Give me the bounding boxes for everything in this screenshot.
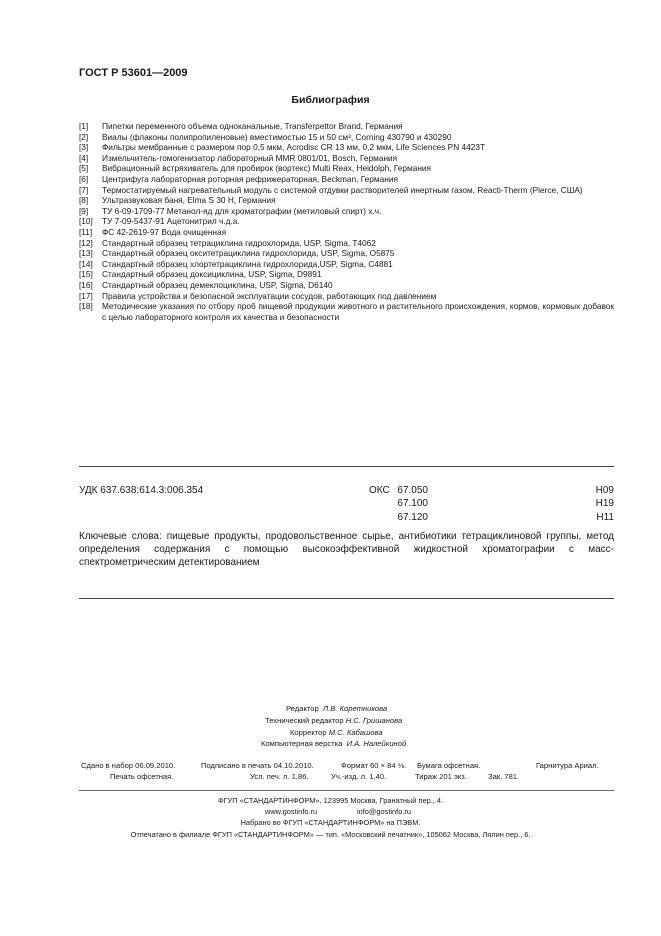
- ref-text: Методические указания по отбору проб пищевой продукции животного и растительного происхождения, кормов, кормовых добавок с целью лабораторного контроля их качества и безопасности: [102, 301, 614, 322]
- list-item: [79, 259, 614, 270]
- ref-text: Фильтры мембранные с размером пор 0,5 мкм, Acrodisc CR 13 мм, 0,2 мкм, Life Sciences PN 4423T: [102, 142, 486, 153]
- ref-number: [3]: [79, 142, 89, 153]
- standard-code: ГОСТ Р 53601—2009: [79, 67, 188, 79]
- ref-number: [1]: [79, 121, 89, 131]
- layout-label: Компьютерная верстка: [261, 739, 343, 748]
- printed-sheets: Усл. печ. л. 1,86.: [250, 772, 309, 781]
- oks-label: ОКС: [369, 485, 390, 496]
- list-item: [79, 195, 614, 206]
- classifier-code: H09: [595, 485, 614, 496]
- paper-format: Формат 60 × 84 ⅛.: [341, 761, 407, 770]
- editor-label: Редактор: [286, 704, 319, 713]
- list-item: [79, 227, 614, 238]
- ref-number: [7]: [79, 184, 89, 195]
- corrector-name: М.С. Кабашова: [328, 728, 383, 737]
- list-item: [79, 269, 614, 280]
- ref-text: Центрифуга лабораторная роторная рефрижераторная, Beckman, Германия: [102, 173, 398, 184]
- ref-number: [17]: [79, 290, 93, 301]
- publisher-address: ФГУП «СТАНДАРТИНФОРМ», 123995 Москва, Гранатный пер., 4.: [217, 796, 444, 805]
- print-run: Тираж 201 экз.: [415, 772, 467, 781]
- divider: [79, 790, 614, 791]
- oks-code: 67.050: [397, 485, 428, 496]
- ref-number: [5]: [79, 163, 89, 174]
- classifier-code: H11: [596, 512, 614, 523]
- ref-number: [18]: [79, 301, 93, 312]
- ref-number: [6]: [79, 173, 89, 184]
- ref-text: Стандартный образец доксициклина, USP, Sigma, D9891: [102, 269, 322, 280]
- list-item: [79, 280, 614, 291]
- bibliography-list: [79, 121, 614, 322]
- editor-line: [286, 704, 387, 713]
- publisher-sheets: Уч.-изд. л. 1,40.: [331, 772, 387, 781]
- keywords: Ключевые слова: пищевые продукты, продовольственное сырье, антибиотики тетрациклиновой группы, метод определения содержания с помощью высокоэффективной жидкостной хроматографии с масс-спектрометрическим детектированием: [79, 531, 614, 568]
- udk-code: УДК 637.638:614.3:006.354: [79, 485, 204, 496]
- print-type: Печать офсетная.: [110, 772, 174, 781]
- list-item: [79, 206, 614, 217]
- corrector-label: Корректор: [290, 728, 327, 737]
- ref-text: ФС 42-2619-97 Вода очищенная: [102, 226, 227, 237]
- list-item: [79, 132, 614, 143]
- ref-number: [12]: [79, 237, 93, 248]
- ref-text: Правила устройства и безопасной эксплуатации сосудов, работающих под давлением: [102, 290, 437, 301]
- bibliography-title: Библиография: [291, 94, 370, 106]
- tech-editor-line: [265, 716, 402, 725]
- order-number: Зак. 781.: [488, 772, 520, 781]
- ref-text: Стандартный образец демеклоциклина, USP, Sigma, D6140: [102, 279, 333, 290]
- ref-number: [2]: [79, 131, 89, 142]
- ref-number: [14]: [79, 258, 93, 269]
- list-item: [79, 238, 614, 249]
- oks-code: 67.100: [397, 498, 428, 509]
- list-item: [79, 163, 614, 174]
- signed-date: Подписано в печать 04.10.2010.: [201, 761, 314, 770]
- submitted-date: Сдано в набор 06.09.2010.: [81, 761, 176, 770]
- ref-text: Стандартный образец хлортетрациклина гидрохлорида,USP, Sigma, C4881: [102, 258, 393, 269]
- list-item: [79, 301, 614, 322]
- ref-text: Виалы (флаконы полипропиленовые) вместимостью 15 и 50 см³, Corning 430790 и 430290: [102, 131, 452, 142]
- ref-text: ТУ 7-09-5437-91 Ацетонитрил ч.д.а.: [102, 216, 240, 227]
- ref-text: Пипетки переменного объема одноканальные, Transferpettor Brand, Германия: [102, 121, 403, 131]
- ref-number: [15]: [79, 269, 93, 280]
- printed-at: Отпечатано в филиале ФГУП «СТАНДАРТИНФОРМ» — тип. «Московский печатник», 105062 Москва, Лялин пер., 6.: [130, 830, 531, 839]
- oks-code: 67.120: [397, 512, 428, 523]
- ref-text: Вибрационный встряхиватель для пробирок (вортекс) Multi Reax, Heidolph, Германия: [102, 163, 432, 174]
- list-item: [79, 174, 614, 185]
- ref-text: Стандартный образец тетрациклина гидрохлорида, USP, Sigma, T4062: [102, 237, 376, 248]
- font-info: Гарнитура Ариал.: [536, 761, 599, 770]
- list-item: [79, 216, 614, 227]
- typeset-info: Набрано во ФГУП «СТАНДАРТИНФОРМ» на ПЭВМ.: [240, 818, 421, 827]
- ref-text: Термостатируемый нагревательный модуль с системой отдувки растворителей инертным газом, Reacti-Therm (Pierce, США): [102, 184, 583, 195]
- ref-number: [8]: [79, 195, 89, 206]
- list-item: [79, 153, 614, 164]
- ref-text: Ультразвуковая баня, Elma S 30 H, Германия: [102, 195, 276, 206]
- divider: [79, 598, 614, 599]
- editor-name: Л.В. Коретникова: [322, 704, 388, 713]
- ref-number: [10]: [79, 216, 93, 227]
- list-item: [79, 142, 614, 153]
- ref-text: ТУ 6-09-1709-77 Метанол-яд для хроматографии (метиловый спирт) х.ч.: [102, 205, 382, 216]
- ref-number: [16]: [79, 279, 93, 290]
- ref-number: [4]: [79, 152, 89, 163]
- ref-number: [11]: [79, 226, 93, 237]
- list-item: [79, 291, 614, 302]
- ref-text: Стандартный образец окситетрациклина гидрохлорида, USP, Sigma, O5875: [102, 248, 395, 259]
- publisher-email: info@gostinfo.ru: [357, 807, 411, 816]
- list-item: [79, 248, 614, 259]
- tech-editor-name: Н.С. Гришанова: [345, 716, 403, 725]
- list-item: [79, 121, 614, 132]
- corrector-line: [290, 728, 383, 737]
- layout-name: И.А. Налейкиной: [346, 739, 407, 748]
- ref-text: Измельчитель-гомогенизатор лабораторный MMR 0801/01, Bosch, Германия: [102, 152, 398, 163]
- ref-number: [13]: [79, 248, 93, 259]
- list-item: [79, 185, 614, 196]
- paper-type: Бумага офсетная.: [417, 761, 481, 770]
- publisher-site: www.gostinfo.ru: [265, 807, 318, 816]
- tech-editor-label: Технический редактор: [265, 716, 344, 725]
- layout-line: [261, 739, 406, 748]
- classifier-code: H19: [595, 498, 614, 509]
- divider: [79, 466, 614, 467]
- ref-number: [9]: [79, 205, 89, 216]
